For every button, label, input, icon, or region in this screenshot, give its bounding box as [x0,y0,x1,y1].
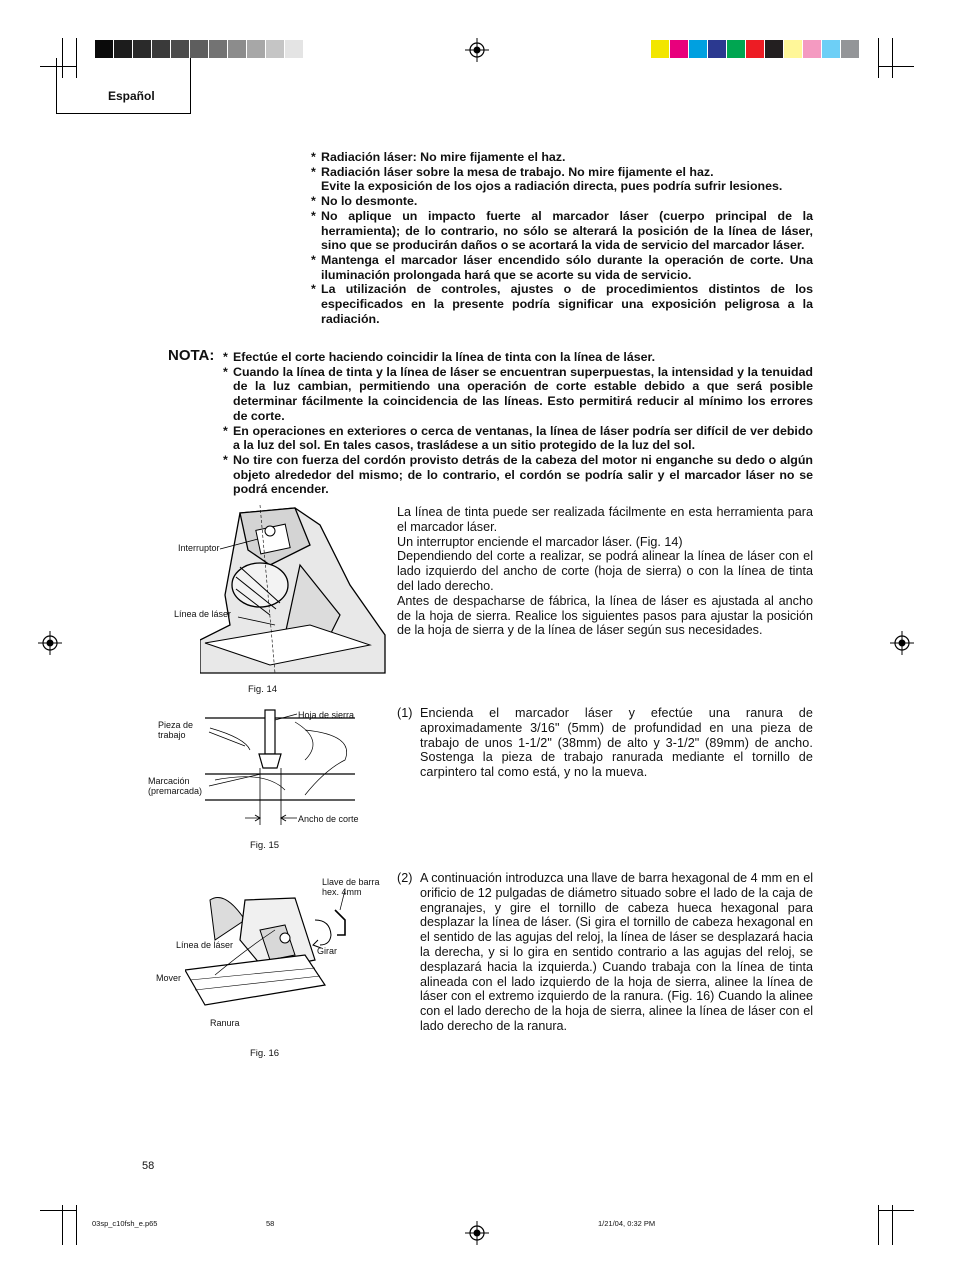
nota-item: * Efectúe el corte haciendo coincidir la línea de tinta con la línea de láser. [223,350,656,364]
step-2 [397,871,813,1034]
color-swatch [746,40,764,58]
color-swatch [651,40,669,58]
fig14-caption: Fig. 14 [248,684,278,695]
warning-item: * No lo desmonte. [311,194,418,209]
color-swatch [247,40,265,58]
warning-item: * No aplique un impacto fuerte al marcador láser (cuerpo principal de la herramienta); de lo contrario, no sólo se alterará la posición de la línea de láser, sino que se producirán daños o se acortará la vida de servicio del marcador láser. [311,208,813,253]
warning-item: * Radiación láser: No mire fijamente el haz. [311,150,566,164]
fig15-width-label: Ancho de corte [298,814,359,824]
color-swatch [266,40,284,58]
step-number: (1) [397,706,413,720]
color-swatch [689,40,707,58]
registration-mark-icon [465,1221,489,1245]
color-swatch [670,40,688,58]
nota-item: * En operaciones en exteriores o cerca de ventanas, la línea de láser podría ser difícil de ver debido a la luz del sol. En tales casos, trasládese a un sitio protegido de la luz del sol. [223,423,813,453]
nota-item: * Cuando la línea de tinta y la línea de láser se encuentran superpuestas, la intensidad y la tenuidad de la luz cambian, permitiendo una operación de corte estable debido a que será posible determinar fácilmente la coincidencia de las líneas. Esto permitirá reducir al mínimo los errores de corte. [223,364,813,423]
footer-file: 03sp_c10fsh_e.p65 [92,1219,158,1228]
footer-page: 58 [266,1219,275,1228]
fig14-switch-label: Interruptor [178,543,220,553]
color-swatch [114,40,132,58]
fig14-illustration [200,505,390,675]
fig15-caption: Fig. 15 [250,840,280,851]
language-label: Español [108,89,155,103]
warning-item: Evite la exposición de los ojos a radiación directa, pues podría sufrir lesiones. [321,179,783,194]
intro-paragraph: La línea de tinta puede ser realizada fácilmente en esta herramienta para el marcador láser. [397,505,813,534]
color-swatch [171,40,189,58]
intro-paragraph: Un interruptor enciende el marcador láser. (Fig. 14) [397,534,683,549]
color-swatch [708,40,726,58]
color-swatch [133,40,151,58]
nota-list [223,350,813,497]
color-swatch [228,40,246,58]
fig15-mark-label: Marcación (premarcada) [148,776,203,796]
fig14-laser-label: Línea de láser [174,609,232,619]
color-swatch [765,40,783,58]
crop-mark [878,38,879,78]
footer-date: 1/21/04, 0:32 PM [598,1219,656,1228]
step-text: A continuación introduzca una llave de barra hexagonal de 4 mm en el orificio de 12 pulgadas de diámetro situado sobre el lado de la caja de engranajes, y gire el tornillo de cabeza hueca hexagonal para desplazar la línea de láser. (Si gira el tornillo de cabeza hexagonal en el sentido de las agujas del reloj, la línea de láser se desplazará hacia la derecha, y si lo gira en sentido contrario a las agujas del reloj, se desplazará hacia la izquierda.) Cuando trabaja con la línea de tinta alineada con el lado izquierdo de la hoja de sierra, alinee la línea de láser con el extremo izquierdo de la ranura. (Fig. 16) Cuando la alinee con el lado derecho de la hoja de sierra, alinee la línea de láser con el lado derecho de la ranura. [420,871,813,1033]
fig16-turn-label: Girar [317,946,337,956]
crop-mark [878,66,914,67]
fig16-laser-label: Línea de láser [176,940,234,950]
registration-mark-icon [890,631,914,655]
fig15-blade-label: Hoja de sierra [298,710,355,720]
crop-mark [878,1210,914,1211]
crop-mark [892,38,893,78]
page-number: 58 [142,1160,155,1172]
nota-label: NOTA: [168,347,215,364]
intro-text [397,505,813,638]
color-swatch [95,40,113,58]
color-swatch [152,40,170,58]
fig16-groove-label: Ranura [210,1018,240,1028]
crop-mark [892,1205,893,1245]
color-swatch [727,40,745,58]
color-swatch [822,40,840,58]
crop-mark [76,1205,77,1245]
crop-mark [62,1205,63,1245]
nota-item: * No tire con fuerza del cordón provisto detrás de la cabeza del motor ni enganche su dedo o algún objeto alrededor del mismo; de lo contrario, el cordón se podría salir y el marcador láser no se podrá encender. [223,452,813,497]
color-swatch [285,40,303,58]
color-swatch [841,40,859,58]
crop-mark [40,1210,76,1211]
color-swatch [803,40,821,58]
color-swatch [190,40,208,58]
warning-item: * La utilización de controles, ajustes o de procedimientos distintos de los especificados en la presente podría significar una exposición peligrosa a la radiación. [311,282,813,326]
warning-item: * Radiación láser sobre la mesa de trabajo. No mire fijamente el haz. [311,164,714,179]
step-1 [397,706,813,780]
fig15-workpiece-label: Pieza de trabajo [158,720,194,740]
fig16-move-label: Mover [156,973,182,983]
color-swatch [209,40,227,58]
fig16-caption: Fig. 16 [250,1048,280,1059]
registration-mark-icon [38,631,62,655]
crop-mark [878,1205,879,1245]
step-text: Encienda el marcador láser y efectúe una ranura de aproximadamente 3/16" (5mm) de profundidad en una pieza de trabajo de unos 1-1/2" (38mm) de alto y 3-1/2" (89mm) de ancho. Sostenga la pieza de trabajo ranurada mediante el tornillo de carpintero tal como está, y no la mueva. [420,706,813,780]
warning-list [311,150,813,326]
language-tab [56,58,191,114]
intro-paragraph: Antes de despacharse de fábrica, la línea de láser es ajustada al ancho de la hoja de sierra. Realice los siguientes pasos para ajustar la posición de la hoja de sierra y de la línea de láser según sus necesidades. [397,593,813,638]
intro-paragraph: Dependiendo del corte a realizar, se podrá alinear la línea de láser con el lado izquierdo del ancho de corte (hoja de sierra) o con la línea de tinta del lado derecho. [397,549,813,593]
color-swatch [784,40,802,58]
warning-item: * Mantenga el marcador láser encendido sólo durante la operación de corte. Una iluminación prolongada hará que se acorte su vida de servicio. [311,252,813,282]
registration-mark-icon [465,38,489,62]
fig16-key-label: Llave de barra hex. 4mm [322,877,380,897]
step-number: (2) [397,871,413,885]
